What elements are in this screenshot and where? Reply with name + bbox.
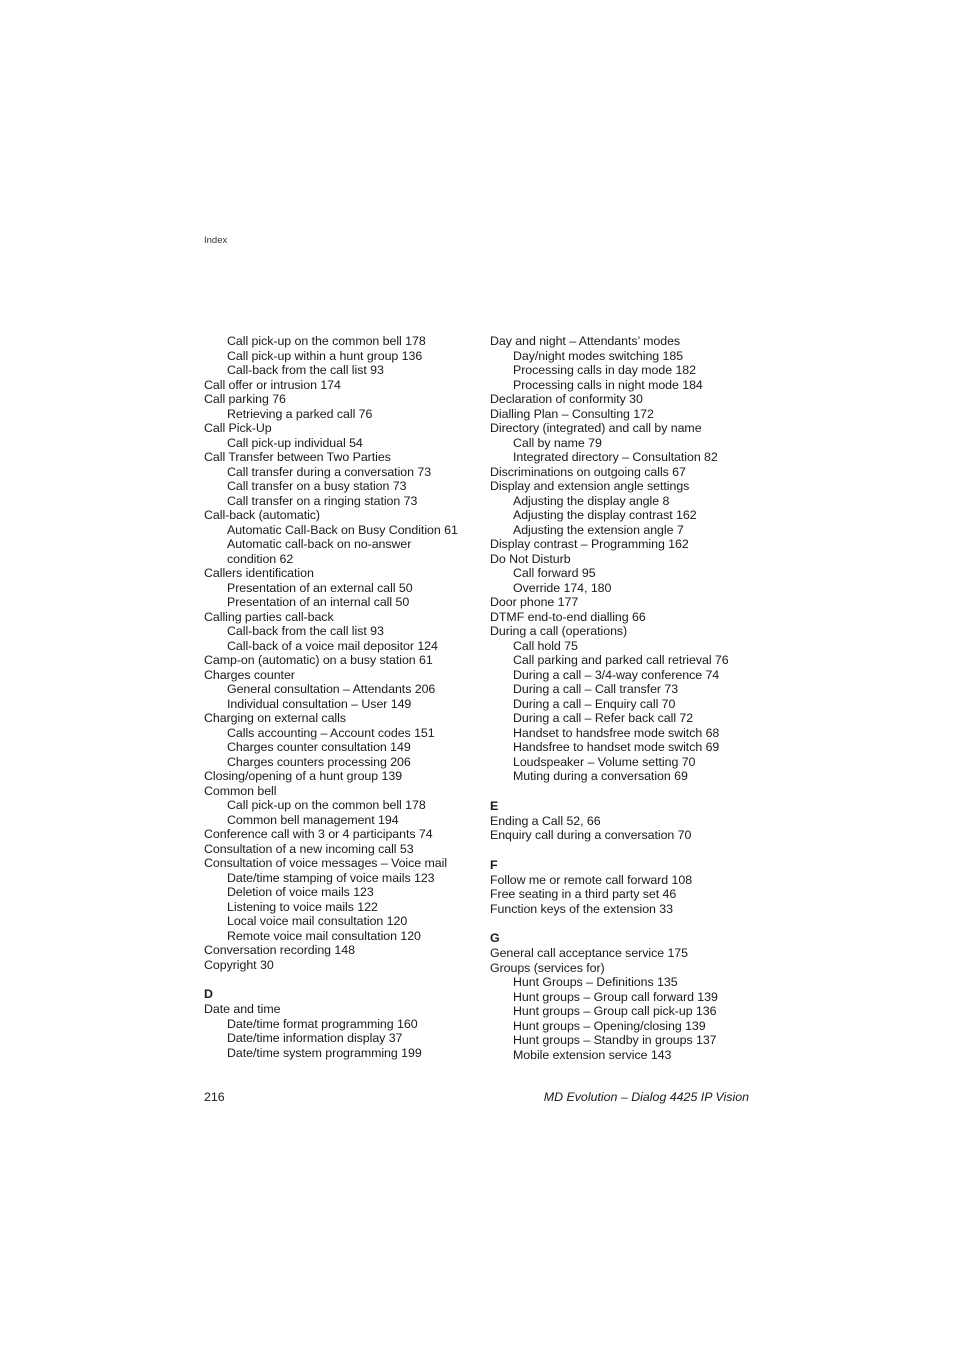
index-entry: Display and extension angle settings <box>490 479 690 493</box>
index-subentry: Charges counter consultation 149 <box>227 740 411 754</box>
index-entry: Call parking 76 <box>204 392 286 406</box>
index-entry: Ending a Call 52, 66 <box>490 813 601 828</box>
index-entry: Call Transfer between Two Parties <box>204 450 391 464</box>
index-subentry: Call-back from the call list 93 <box>227 624 384 638</box>
index-entry: Enquiry call during a conversation 70 <box>490 828 692 842</box>
index-subentry: Processing calls in night mode 184 <box>513 377 703 392</box>
index-subentry: condition 62 <box>227 551 294 566</box>
index-entry: Display contrast – Programming 162 <box>490 537 689 551</box>
index-subentry: Adjusting the display contrast 162 <box>513 508 697 522</box>
index-subentry: Calls accounting – Account codes 151 <box>227 725 435 740</box>
index-entry: Door phone 177 <box>490 595 579 609</box>
index-entry: Do Not Disturb <box>490 551 571 566</box>
index-subentry: Call transfer on a ringing station 73 <box>227 493 418 508</box>
index-subentry: Date/time information display 37 <box>227 1031 403 1045</box>
index-entry: Day and night – Attendants’ modes <box>490 334 681 348</box>
index-entry: During a call (operations) <box>490 624 628 638</box>
index-entry: Conference call with 3 or 4 participants 74 <box>204 827 433 841</box>
index-subentry: Automatic call-back on no-answer <box>227 537 412 551</box>
index-entry: Conversation recording 148 <box>204 943 355 957</box>
index-column-right <box>490 334 760 1062</box>
index-subentry: Common bell management 194 <box>227 812 399 827</box>
index-subentry: Automatic Call-Back on Busy Condition 61 <box>227 522 458 537</box>
index-letter-heading: D <box>204 987 213 1001</box>
index-subentry: Muting during a conversation 69 <box>513 769 688 783</box>
index-subentry: Hunt Groups – Definitions 135 <box>513 975 678 989</box>
index-subentry: Call pick-up within a hunt group 136 <box>227 348 423 363</box>
index-subentry: Remote voice mail consultation 120 <box>227 928 421 943</box>
index-subentry: Presentation of an internal call 50 <box>227 595 410 609</box>
index-subentry: Date/time format programming 160 <box>227 1016 418 1031</box>
index-entry: Date and time <box>204 1002 281 1016</box>
index-letter-heading: F <box>490 857 498 872</box>
index-subentry: Listening to voice mails 122 <box>227 899 378 914</box>
index-entry: Follow me or remote call forward 108 <box>490 872 693 887</box>
index-entry: Common bell <box>204 783 277 798</box>
index-subentry: Date/time stamping of voice mails 123 <box>227 870 435 885</box>
index-subentry: Local voice mail consultation 120 <box>227 914 408 928</box>
index-entry: Directory (integrated) and call by name <box>490 421 702 435</box>
index-entry: Groups (services for) <box>490 960 605 975</box>
index-subentry: Hunt groups – Group call pick-up 136 <box>513 1004 717 1018</box>
index-subentry: Call by name 79 <box>513 435 602 450</box>
index-entry: Camp-on (automatic) on a busy station 61 <box>204 653 433 667</box>
index-subentry: Call-back from the call list 93 <box>227 363 384 377</box>
index-entry: Copyright 30 <box>204 957 274 972</box>
index-subentry: Day/night modes switching 185 <box>513 348 684 363</box>
index-entry: Declaration of conformity 30 <box>490 392 643 406</box>
index-subentry: Override 174, 180 <box>513 580 612 595</box>
index-entry: Free seating in a third party set 46 <box>490 887 677 901</box>
index-entry: Consultation of a new incoming call 53 <box>204 841 414 856</box>
index-column-left <box>204 334 474 1060</box>
index-subentry: Loudspeaker – Volume setting 70 <box>513 754 696 769</box>
index-subentry: Call transfer during a conversation 73 <box>227 464 432 479</box>
index-entry: Consultation of voice messages – Voice mail <box>204 856 448 870</box>
page-number: 216 <box>204 1090 225 1104</box>
index-subentry: Mobile extension service 143 <box>513 1047 672 1062</box>
index-subentry: Adjusting the display angle 8 <box>513 493 670 508</box>
index-subentry: Hunt groups – Standby in groups 137 <box>513 1033 717 1047</box>
index-subentry: Call pick-up on the common bell 178 <box>227 798 426 812</box>
index-entry: Charging on external calls <box>204 711 346 725</box>
index-subentry: General consultation – Attendants 206 <box>227 682 436 696</box>
index-subentry: Hunt groups – Group call forward 139 <box>513 989 718 1004</box>
running-header: Index <box>204 235 228 246</box>
index-subentry: Processing calls in day mode 182 <box>513 363 696 377</box>
index-entry: Dialling Plan – Consulting 172 <box>490 406 654 421</box>
index-subentry: During a call – Call transfer 73 <box>513 682 679 696</box>
index-subentry: Hunt groups – Opening/closing 139 <box>513 1018 706 1033</box>
index-subentry: Call hold 75 <box>513 638 578 653</box>
index-letter-heading: G <box>490 931 500 945</box>
index-subentry: Integrated directory – Consultation 82 <box>513 450 718 464</box>
index-entry: DTMF end-to-end dialling 66 <box>490 609 646 624</box>
index-letter-heading: E <box>490 798 499 813</box>
index-entry: Discriminations on outgoing calls 67 <box>490 464 686 479</box>
index-entry: Closing/opening of a hunt group 139 <box>204 769 403 783</box>
index-subentry: Call pick-up individual 54 <box>227 435 363 450</box>
index-subentry: Individual consultation – User 149 <box>227 696 412 711</box>
index-subentry: During a call – Enquiry call 70 <box>513 696 676 711</box>
index-subentry: During a call – Refer back call 72 <box>513 711 694 725</box>
document-title: MD Evolution – Dialog 4425 IP Vision <box>543 1090 749 1104</box>
index-subentry: Deletion of voice mails 123 <box>227 885 374 899</box>
index-entry: Callers identification <box>204 566 314 580</box>
index-entry: Charges counter <box>204 667 295 682</box>
index-entry: Call Pick-Up <box>204 421 272 435</box>
index-subentry: Handset to handsfree mode switch 68 <box>513 725 720 740</box>
index-entry: General call acceptance service 175 <box>490 946 688 960</box>
index-subentry: During a call – 3/4-way conference 74 <box>513 667 720 682</box>
index-subentry: Call pick-up on the common bell 178 <box>227 334 426 348</box>
index-subentry: Presentation of an external call 50 <box>227 580 413 595</box>
index-subentry: Call forward 95 <box>513 566 596 580</box>
index-subentry: Call-back of a voice mail depositor 124 <box>227 638 438 653</box>
index-subentry: Retrieving a parked call 76 <box>227 406 373 421</box>
index-entry: Call-back (automatic) <box>204 508 321 522</box>
index-subentry: Call parking and parked call retrieval 76 <box>513 653 729 667</box>
index-entry: Calling parties call-back <box>204 609 334 624</box>
index-subentry: Charges counters processing 206 <box>227 754 411 769</box>
index-subentry: Call transfer on a busy station 73 <box>227 479 407 493</box>
index-subentry: Handsfree to handset mode switch 69 <box>513 740 720 754</box>
index-entry: Function keys of the extension 33 <box>490 901 673 916</box>
index-subentry: Date/time system programming 199 <box>227 1045 422 1060</box>
index-subentry: Adjusting the extension angle 7 <box>513 522 684 537</box>
index-entry: Call offer or intrusion 174 <box>204 377 341 392</box>
